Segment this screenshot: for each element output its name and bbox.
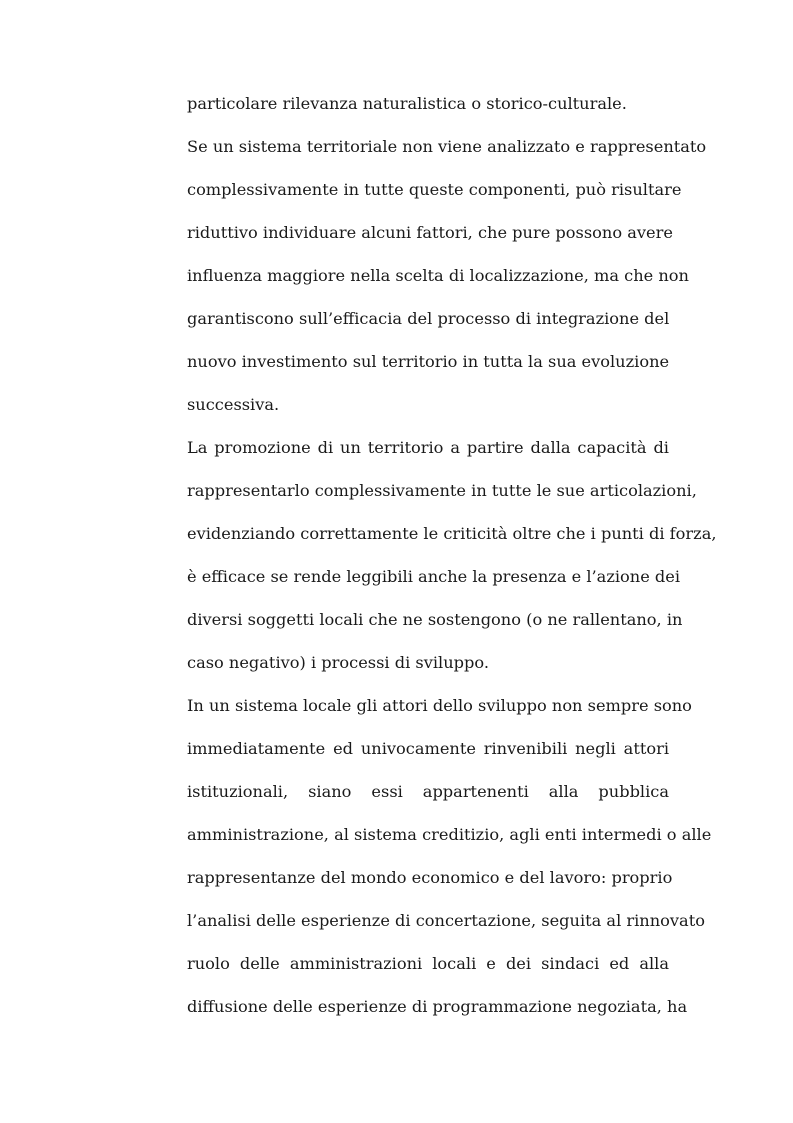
text-line: amministrazione, al sistema creditizio, agli enti intermedi o alle [187, 825, 712, 844]
text-line: rappresentanze del mondo economico e del lavoro: proprio [187, 868, 673, 887]
text-line: nuovo investimento sul territorio in tutta la sua evoluzione [187, 352, 670, 371]
text-line: garantiscono sull’efficacia del processo di integrazione del [187, 309, 670, 328]
text-line: diversi soggetti locali che ne sostengono (o ne rallentano, in [187, 610, 683, 629]
text-line: particolare rilevanza naturalistica o storico-culturale. [187, 94, 627, 113]
text-line: Se un sistema territoriale non viene analizzato e rappresentato [187, 137, 707, 156]
text-line: l’analisi delle esperienze di concertazione, seguita al rinnovato [187, 911, 705, 930]
text-line: ruolo delle amministrazioni locali e dei sindaci ed alla [187, 954, 669, 973]
text-line: istituzionali, siano essi appartenenti alla pubblica [187, 782, 669, 801]
text-line: La promozione di un territorio a partire dalla capacità di [187, 438, 669, 457]
text-line: è efficace se rende leggibili anche la presenza e l’azione dei [187, 567, 681, 586]
text-line: caso negativo) i processi di sviluppo. [187, 653, 489, 672]
text-line: evidenziando correttamente le criticità oltre che i punti di forza, [187, 524, 717, 543]
text-line: successiva. [187, 395, 280, 414]
text-line: riduttivo individuare alcuni fattori, che pure possono avere [187, 223, 673, 242]
text-line: In un sistema locale gli attori dello sviluppo non sempre sono [187, 696, 692, 715]
text-line: complessivamente in tutte queste componenti, può risultare [187, 180, 682, 199]
text-line: influenza maggiore nella scelta di localizzazione, ma che non [187, 266, 689, 285]
body-text [187, 89, 717, 1035]
text-line: rappresentarlo complessivamente in tutte le sue articolazioni, [187, 481, 697, 500]
text-line: diffusione delle esperienze di programmazione negoziata, ha [187, 997, 688, 1016]
text-line: immediatamente ed univocamente rinvenibili negli attori [187, 739, 669, 758]
